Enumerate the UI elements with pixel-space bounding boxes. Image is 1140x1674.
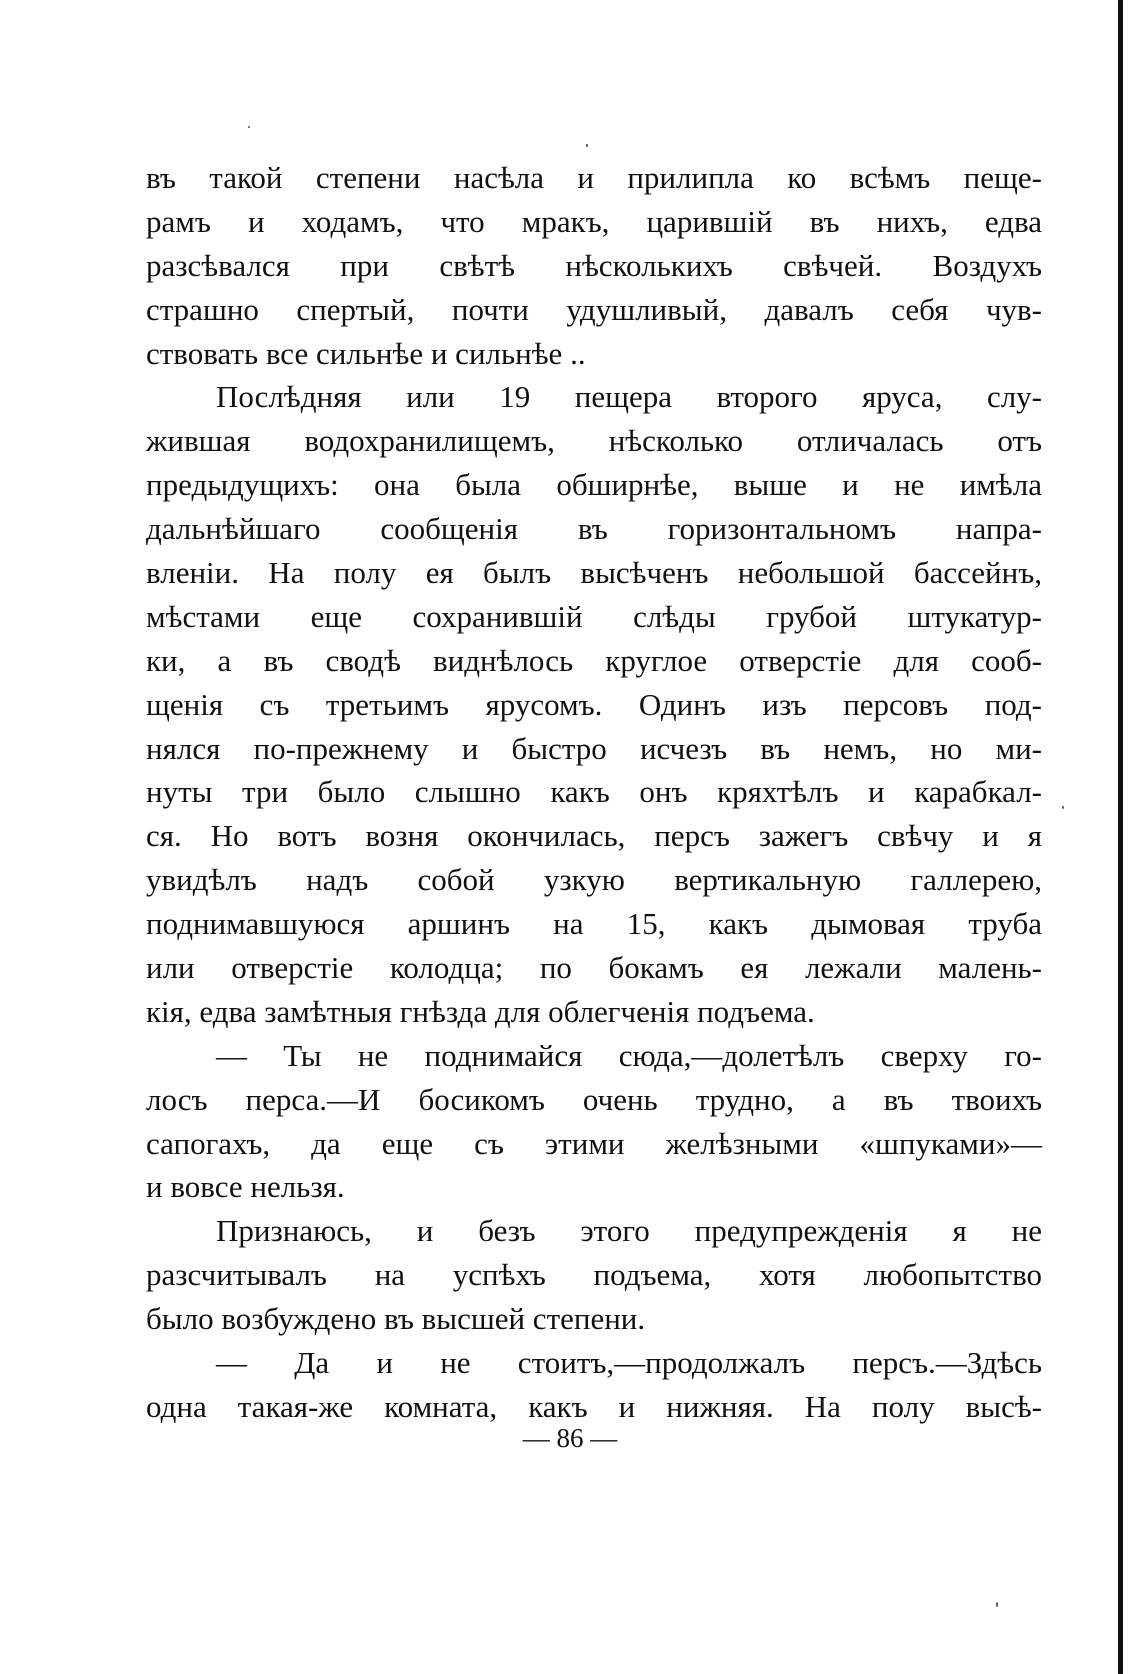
text-line: рамъ и ходамъ, что мракъ, царившій въ нихъ, едва (146, 203, 1042, 239)
text-line: ки, а въ сводѣ виднѣлось круглое отверстіе для сооб- (146, 642, 1042, 678)
text-line: нялся по-прежнему и быстро исчезъ въ немъ, но ми- (146, 730, 1042, 766)
paper-speck (1062, 806, 1064, 809)
text-line: въ такой степени насѣла и прилипла ко всѣмъ пеще- (146, 160, 1042, 195)
paper-speck (248, 126, 250, 128)
text-line: одна такая-же комната, какъ и нижняя. На полу высѣ- (146, 1388, 1042, 1424)
text-line: поднимавшуюся аршинъ на 15, какъ дымовая труба (146, 906, 1042, 942)
page-number: — 86 — (522, 1423, 618, 1453)
paper-speck (586, 144, 588, 147)
text-line: сапогахъ, да еще съ этими желѣзными «шпуками»— (146, 1125, 1042, 1161)
text-line: щенія съ третьимъ ярусомъ. Одинъ изъ персовъ под- (146, 686, 1042, 722)
text-line: ствовать все сильнѣе и сильнѣе .. (146, 335, 586, 371)
text-line: разсчитывалъ на успѣхъ подъема, хотя любопытство (146, 1257, 1042, 1293)
text-line: или отверстіе колодца; по бокамъ ея лежали малень- (146, 950, 1042, 986)
text-line: вленіи. На полу ея былъ высѣченъ небольшой бассейнъ, (146, 555, 1042, 591)
text-line: нуты три было слышно какъ онъ кряхтѣлъ и карабкал- (146, 774, 1042, 810)
text-line: предыдущихъ: она была обширнѣе, выше и не имѣла (146, 467, 1042, 503)
body-text (146, 156, 1042, 1429)
paper-speck (996, 1602, 998, 1607)
text-line: ся. Но вотъ возня окончилась, персъ зажегъ свѣчу и я (146, 818, 1042, 854)
text-line: жившая водохранилищемъ, нѣсколько отличалась отъ (146, 423, 1042, 459)
text-line: разсѣвался при свѣтѣ нѣсколькихъ свѣчей. Воздухъ (146, 247, 1042, 283)
text-line: страшно спертый, почти удушливый, давалъ себя чув- (146, 291, 1042, 327)
text-line: Послѣдняя или 19 пещера второго яруса, слу- (216, 379, 1042, 415)
text-line: кія, едва замѣтныя гнѣзда для облегченія подъема. (146, 993, 815, 1029)
text-line: увидѣлъ надъ собой узкую вертикальную галлерею, (146, 862, 1042, 898)
text-line: Признаюсь, и безъ этого предупрежденія я не (216, 1213, 1042, 1249)
text-line: дальнѣйшаго сообщенія въ горизонтальномъ напра- (146, 511, 1042, 547)
text-line: было возбуждено въ высшей степени. (146, 1301, 646, 1337)
text-line: — Да и не стоитъ,—продолжалъ персъ.—Здѣсь (216, 1345, 1042, 1381)
text-line: лосъ перса.—И босикомъ очень трудно, а въ твоихъ (146, 1081, 1042, 1117)
text-line: и вовсе нельзя. (146, 1169, 345, 1205)
text-line: мѣстами еще сохранившій слѣды грубой штукатур- (146, 598, 1042, 634)
text-line: — Ты не поднимайся сюда,—долетѣлъ сверху го- (216, 1037, 1042, 1073)
